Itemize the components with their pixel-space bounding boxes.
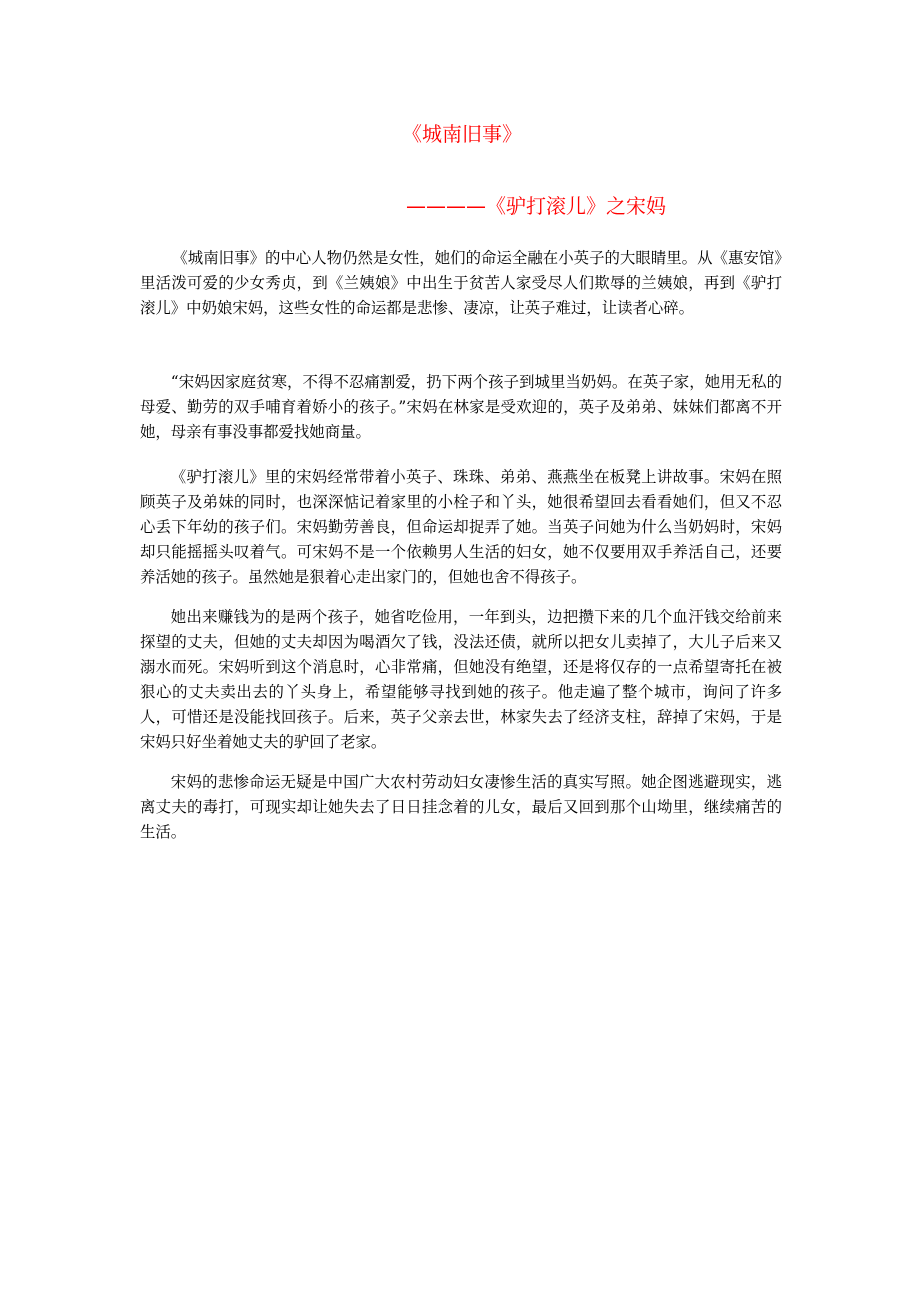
paragraph-quote: “宋妈因家庭贫寒，不得不忍痛割爱，扔下两个孩子到城里当奶妈。在英子家，她用无私的母爱、勤劳的双手哺育着娇小的孩子。”宋妈在林家是受欢迎的，英子及弟弟、妹妹们都离不开她，母亲有事没事都爱找她商量。 xyxy=(140,373,782,441)
document-subtitle: ————《驴打滚儿》之宋妈 xyxy=(406,194,666,218)
paragraph-story: 《驴打滚儿》里的宋妈经常带着小英子、珠珠、弟弟、燕燕坐在板凳上讲故事。宋妈在照顾英子及弟妹的同时，也深深惦记着家里的小栓子和丫头，她很希望回去看看她们，但又不忍心丢下年幼的孩子们。宋妈勤劳善良，但命运却捉弄了她。当英子问她为什么当奶妈时，宋妈却只能摇摇头叹着气。可宋妈不是一个依赖男人生活的妇女，她不仅要用双手养活自己，还要养活她的孩子。虽然她是狠着心走出家门的，但她也舍不得孩子。 xyxy=(140,468,782,586)
document-title: 《城南旧事》 xyxy=(402,122,522,146)
paragraph-intro: 《城南旧事》的中心人物仍然是女性，她们的命运全融在小英子的大眼睛里。从《惠安馆》里活泼可爱的少女秀贞，到《兰姨娘》中出生于贫苦人家受尽人们欺辱的兰姨娘，再到《驴打滚儿》中奶娘宋妈，这些女性的命运都是悲惨、凄凉，让英子难过，让读者心碎。 xyxy=(140,249,782,317)
paragraph-children: 她出来赚钱为的是两个孩子，她省吃俭用，一年到头，边把攒下来的几个血汗钱交给前来探望的丈夫，但她的丈夫却因为喝酒欠了钱，没法还债，就所以把女儿卖掉了，大儿子后来又溺水而死。宋妈听到这个消息时，心非常痛，但她没有绝望，还是将仅存的一点希望寄托在被狠心的丈夫卖出去的丫头身上，希望能够寻找到她的孩子。他走遍了整个城市，询问了许多人，可惜还是没能找回孩子。后来，英子父亲去世，林家失去了经济支柱，辞掉了宋妈，于是宋妈只好坐着她丈夫的驴回了老家。 xyxy=(140,608,782,751)
paragraph-conclusion: 宋妈的悲惨命运无疑是中国广大农村劳动妇女凄惨生活的真实写照。她企图逃避现实，逃离丈夫的毒打，可现实却让她失去了日日挂念着的儿女，最后又回到那个山坳里，继续痛苦的生活。 xyxy=(140,773,782,841)
